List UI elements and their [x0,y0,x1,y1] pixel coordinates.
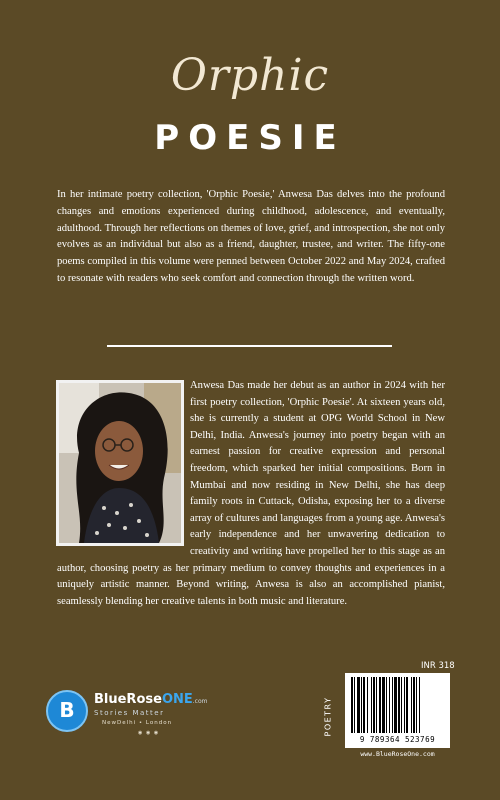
title-script: Orphic [170,50,330,101]
isbn-barcode [345,673,450,748]
publisher-logo-icon: B [46,690,88,732]
price-label: INR 318 [421,661,455,671]
publisher-logo [46,688,246,748]
divider [107,345,392,347]
barcode-icon [351,677,444,733]
title-caps: POESIE [154,118,346,158]
publisher-name: BlueRoseONE.com [94,692,208,707]
author-photo [56,380,184,546]
publisher-website: www.BlueRoseOne.com [360,750,435,758]
isbn-number: 9 789364 523769 [359,735,436,744]
social-icons: ◉ ◉ ◉ [138,730,160,736]
author-bio: Anwesa Das made her debut as an author in 2024 with her first poetry collection, 'Orphic Poesie'. At sixteen years old, she is currently a student at OPG World School in New Delhi, India. Anwesa's journey into poetry began with an earnest passion for creative expression and personal freedom, which sparked her initial compositions. Born in Mumbai and now residing in New Delhi, she has deep family roots in Cuttack, Odisha, exposing her to a diverse array of cultures and languages from a young age. Anwesa's early independence and her unwavering dedication to creativity and writing have propelled her to this stage as an author, choosing poetry as her primary medium to convey thoughts and experiences in a uniquely artistic manner. Beyond writing, Anwesa is also an accomplished pianist, seamlessly blending her creative talents in both music and literature. [57,380,445,607]
publisher-tagline: Stories Matter [94,709,165,717]
publisher-locations: NewDelhi • London [102,720,173,726]
book-blurb: In her intimate poetry collection, 'Orphic Poesie,' Anwesa Das delves into the profound changes and emotions experienced during childhood, adolescence, and eventually, adulthood. Through her reflections on themes of love, grief, and introspection, she not only evolves as an individual but also as a friend, daughter, trustee, and writer. The fifty-one poems compiled in this volume were penned between October 2022 and May 2024, crafted to resonate with readers who seek comfort and connection through the written word. [57,189,445,284]
genre-label: POETRY [323,696,333,737]
